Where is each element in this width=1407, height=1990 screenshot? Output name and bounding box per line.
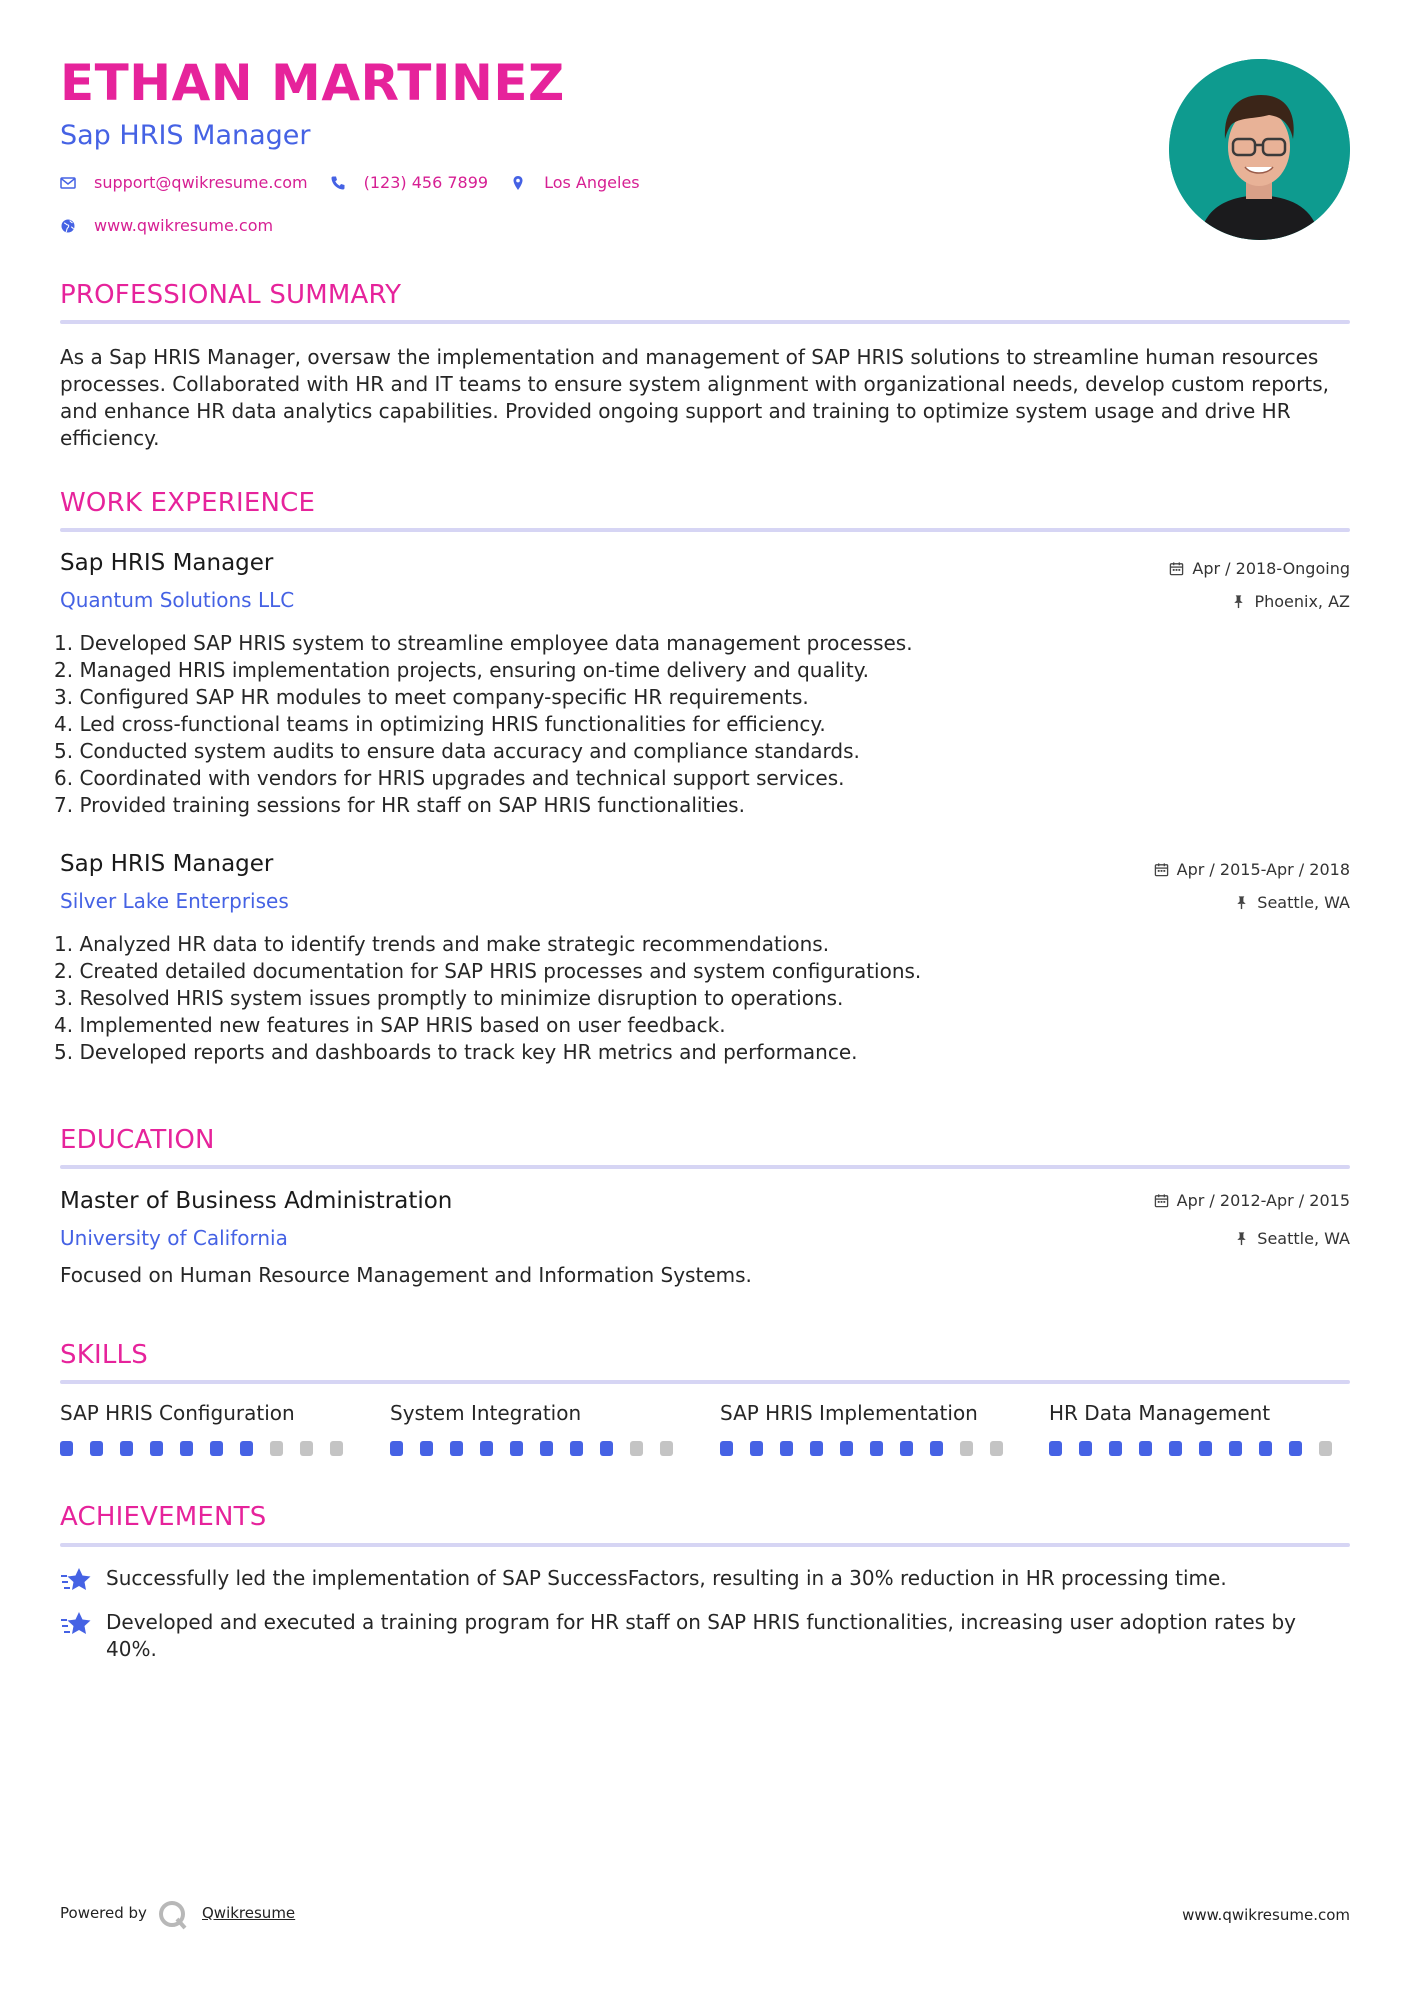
job-dates-text: Apr / 2018-Ongoing: [1192, 559, 1350, 578]
rating-dot-empty: [660, 1441, 673, 1456]
skill-item: [60, 1401, 360, 1456]
rating-dot-filled: [1079, 1441, 1092, 1456]
skill-name: SAP HRIS Implementation: [720, 1401, 978, 1425]
rating-dot-filled: [570, 1441, 583, 1456]
achievement-item: [60, 1565, 1350, 1595]
rating-dot-filled: [1139, 1441, 1152, 1456]
education-dates: [1154, 1191, 1350, 1210]
job-location-text: Seattle, WA: [1257, 893, 1350, 912]
skill-rating: [60, 1441, 360, 1456]
summary-text: As a Sap HRIS Manager, oversaw the implementation and management of SAP HRIS solutions to streamline human resources processes. Collaborated with HR and IT teams to ensure system alignment with organizational needs, develop custom reports, and enhance HR data analytics capabilities. Provided ongoing support and training to optimize system usage and drive HR efficiency.: [60, 345, 1329, 450]
rating-dot-filled: [540, 1441, 553, 1456]
phone-text: (123) 456 7899: [363, 173, 489, 192]
rating-dot-filled: [780, 1441, 793, 1456]
job-title: Sap HRIS Manager: [60, 550, 274, 576]
achievement-text: Successfully led the implementation of SAP SuccessFactors, resulting in a 30% reduction in HR processing time.: [106, 1566, 1227, 1590]
rating-dot-empty: [270, 1441, 283, 1456]
phone-icon: [330, 175, 346, 191]
skill-name: HR Data Management: [1049, 1401, 1271, 1425]
skill-item: [1049, 1401, 1349, 1456]
rating-dot-empty: [330, 1441, 343, 1456]
location-text: Los Angeles: [544, 173, 640, 192]
rating-dot-filled: [1259, 1441, 1272, 1456]
list-item: 3. Resolved HRIS system issues promptly to minimize disruption to operations.: [54, 986, 844, 1010]
list-item: 5. Conducted system audits to ensure data accuracy and compliance standards.: [54, 739, 860, 763]
email-item[interactable]: [60, 173, 308, 192]
section-title-experience: WORK EXPERIENCE: [60, 488, 316, 518]
rating-dot-filled: [1049, 1441, 1062, 1456]
skill-name: System Integration: [390, 1401, 582, 1425]
rating-dot-filled: [600, 1441, 613, 1456]
education-dates-text: Apr / 2012-Apr / 2015: [1176, 1191, 1350, 1210]
rating-dot-filled: [1169, 1441, 1182, 1456]
calendar-icon: [1154, 1193, 1169, 1208]
section-title-skills: SKILLS: [60, 1340, 148, 1370]
education-degree: Master of Business Administration: [60, 1188, 453, 1214]
list-item: 4. Led cross-functional teams in optimizing HRIS functionalities for efficiency.: [54, 712, 826, 736]
education-location-text: Seattle, WA: [1257, 1229, 1350, 1248]
map-pin-icon: [510, 175, 526, 191]
list-item: 5. Developed reports and dashboards to track key HR metrics and performance.: [54, 1040, 858, 1064]
job-location: [1231, 592, 1350, 611]
rating-dot-filled: [450, 1441, 463, 1456]
rating-dot-filled: [60, 1441, 73, 1456]
rating-dot-filled: [1229, 1441, 1242, 1456]
job-bullets: [54, 931, 1154, 1066]
rating-dot-filled: [90, 1441, 103, 1456]
rating-dot-filled: [720, 1441, 733, 1456]
location-item: [510, 173, 640, 192]
section-divider: [60, 1380, 1350, 1384]
calendar-icon: [1154, 862, 1169, 877]
rating-dot-filled: [120, 1441, 133, 1456]
job-location-text: Phoenix, AZ: [1254, 592, 1350, 611]
rating-dot-filled: [390, 1441, 403, 1456]
list-item: 6. Coordinated with vendors for HRIS upgrades and technical support services.: [54, 766, 845, 790]
rating-dot-filled: [870, 1441, 883, 1456]
rating-dot-empty: [630, 1441, 643, 1456]
job-company: Quantum Solutions LLC: [60, 588, 295, 612]
job-title: Sap HRIS Manager: [60, 851, 274, 877]
rating-dot-empty: [960, 1441, 973, 1456]
list-item: 4. Implemented new features in SAP HRIS based on user feedback.: [54, 1013, 726, 1037]
website-text: www.qwikresume.com: [94, 216, 274, 235]
pushpin-icon: [1231, 594, 1246, 609]
pushpin-icon: [1234, 1231, 1249, 1246]
contact-row: [60, 173, 662, 192]
section-title-achievements: ACHIEVEMENTS: [60, 1502, 267, 1532]
qwikresume-link[interactable]: Qwikresume: [202, 1904, 296, 1922]
job-location: [1234, 893, 1350, 912]
globe-icon: [60, 218, 76, 234]
footer: [60, 1900, 1350, 1930]
powered-by-label: Powered by: [60, 1904, 147, 1922]
skill-item: [720, 1401, 1020, 1456]
rating-dot-filled: [840, 1441, 853, 1456]
job-company: Silver Lake Enterprises: [60, 889, 289, 913]
job-bullets: [54, 630, 1154, 819]
list-item: 1. Analyzed HR data to identify trends and make strategic recommendations.: [54, 932, 830, 956]
website-item[interactable]: [60, 216, 273, 235]
skill-rating: [390, 1441, 690, 1456]
email-text: support@qwikresume.com: [94, 173, 308, 192]
section-divider: [60, 320, 1350, 324]
list-item: 3. Configured SAP HR modules to meet company-specific HR requirements.: [54, 685, 809, 709]
candidate-name: ETHAN MARTINEZ: [60, 54, 565, 112]
rating-dot-filled: [810, 1441, 823, 1456]
website-row: [60, 216, 295, 235]
envelope-icon: [60, 175, 76, 191]
phone-item[interactable]: [330, 173, 488, 192]
rating-dot-filled: [510, 1441, 523, 1456]
job-dates: [1154, 860, 1350, 879]
rating-dot-filled: [900, 1441, 913, 1456]
rating-dot-empty: [300, 1441, 313, 1456]
rating-dot-filled: [180, 1441, 193, 1456]
profile-photo-icon: [1169, 59, 1350, 240]
education-location: [1234, 1229, 1350, 1248]
section-divider: [60, 1165, 1350, 1169]
rating-dot-filled: [750, 1441, 763, 1456]
rating-dot-filled: [480, 1441, 493, 1456]
skill-name: SAP HRIS Configuration: [60, 1401, 295, 1425]
rating-dot-filled: [1199, 1441, 1212, 1456]
section-title-education: EDUCATION: [60, 1125, 215, 1155]
job-dates-text: Apr / 2015-Apr / 2018: [1176, 860, 1350, 879]
section-title-summary: PROFESSIONAL SUMMARY: [60, 280, 402, 310]
achievement-item: [60, 1609, 1350, 1663]
calendar-icon: [1169, 561, 1184, 576]
rating-dot-filled: [150, 1441, 163, 1456]
star-badge-icon: [60, 1565, 92, 1595]
skill-rating: [1049, 1441, 1349, 1456]
achievement-text: Developed and executed a training program for HR staff on SAP HRIS functionalities, increasing user adoption rates by 40%.: [106, 1610, 1296, 1661]
rating-dot-filled: [1289, 1441, 1302, 1456]
qwikresume-logo-icon: [157, 1900, 189, 1930]
rating-dot-filled: [210, 1441, 223, 1456]
list-item: 1. Developed SAP HRIS system to streamline employee data management processes.: [54, 631, 913, 655]
job-dates: [1169, 559, 1350, 578]
rating-dot-filled: [420, 1441, 433, 1456]
pushpin-icon: [1234, 895, 1249, 910]
education-description: Focused on Human Resource Management and Information Systems.: [60, 1263, 752, 1287]
star-badge-icon: [60, 1609, 92, 1639]
list-item: 7. Provided training sessions for HR staff on SAP HRIS functionalities.: [54, 793, 745, 817]
rating-dot-filled: [240, 1441, 253, 1456]
candidate-title: Sap HRIS Manager: [60, 120, 311, 151]
education-school: University of California: [60, 1226, 288, 1250]
list-item: 2. Managed HRIS implementation projects, ensuring on-time delivery and quality.: [54, 658, 870, 682]
rating-dot-filled: [1109, 1441, 1122, 1456]
rating-dot-filled: [930, 1441, 943, 1456]
skill-rating: [720, 1441, 1020, 1456]
section-divider: [60, 1543, 1350, 1547]
skill-item: [390, 1401, 690, 1456]
rating-dot-empty: [990, 1441, 1003, 1456]
footer-website-link[interactable]: www.qwikresume.com: [1182, 1906, 1350, 1924]
section-divider: [60, 528, 1350, 532]
avatar: [1169, 59, 1350, 240]
list-item: 2. Created detailed documentation for SAP HRIS processes and system configurations.: [54, 959, 922, 983]
rating-dot-empty: [1319, 1441, 1332, 1456]
